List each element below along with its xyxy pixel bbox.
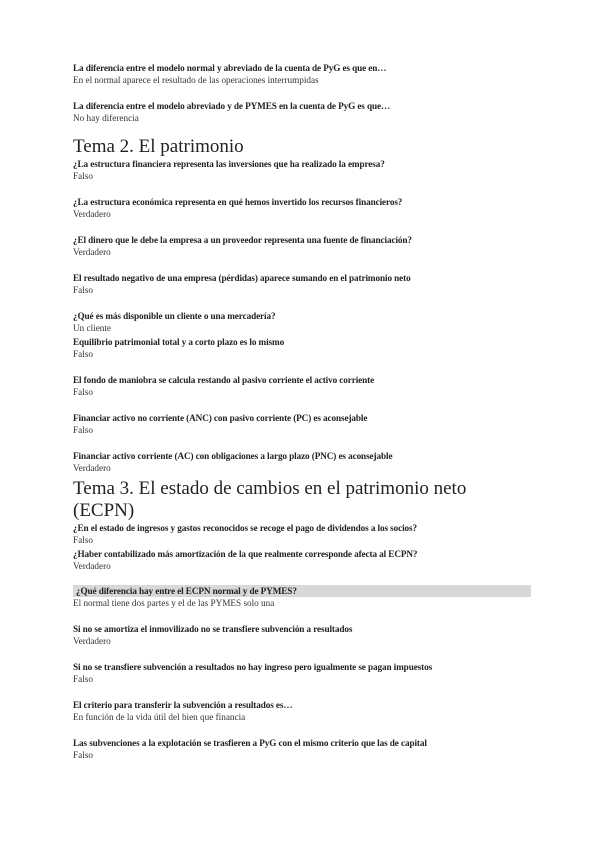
question: El criterio para transferir la subvención a resultados es… (73, 700, 293, 710)
answer: En el normal aparece el resultado de las operaciones interrumpidas (73, 75, 319, 85)
question: Equilibrio patrimonial total y a corto plazo es lo mismo (73, 337, 285, 347)
qa-item (73, 548, 543, 572)
answer: No hay diferencia (73, 113, 139, 123)
document-page (73, 62, 543, 761)
question: La diferencia entre el modelo abreviado y de PYMES en la cuenta de PyG es que… (73, 101, 391, 111)
question: Financiar activo no corriente (ANC) con pasivo corriente (PC) es aconsejable (73, 413, 368, 423)
question: Si no se amortiza el inmovilizado no se transfiere subvención a resultados (73, 624, 353, 634)
question: ¿La estructura financiera representa las inversiones que ha realizado la empresa? (73, 159, 385, 169)
qa-item (73, 374, 543, 398)
qa-item (73, 196, 543, 220)
qa-item (73, 412, 543, 436)
section-heading-tema-2: Tema 2. El patrimonio (73, 136, 244, 157)
section-heading-line-2: (ECPN) (73, 500, 135, 521)
question: ¿La estructura económica representa en qué hemos invertido los recursos financieros? (73, 197, 403, 207)
qa-item (73, 450, 543, 474)
question: Si no se transfiere subvención a resultados no hay ingreso pero igualmente se pagan impuestos (73, 662, 433, 672)
qa-item (73, 310, 543, 334)
answer: Falso (73, 171, 93, 181)
qa-item (73, 737, 543, 761)
answer: Falso (73, 674, 93, 684)
answer: Verdadero (73, 209, 111, 219)
answer: Falso (73, 750, 93, 760)
qa-item (73, 699, 543, 723)
answer: El normal tiene dos partes y el de las PYMES solo una (73, 598, 275, 608)
answer: Verdadero (73, 561, 111, 571)
answer: Falso (73, 349, 93, 359)
question: La diferencia entre el modelo normal y abreviado de la cuenta de PyG es que en… (73, 63, 387, 73)
answer: Falso (73, 535, 93, 545)
qa-item (73, 272, 543, 296)
highlighted-question: ¿Qué diferencia hay entre el ECPN normal y de PYMES? (73, 585, 531, 597)
answer: Un cliente (73, 323, 112, 333)
qa-item (73, 585, 543, 609)
question: Las subvenciones a la explotación se trasfieren a PyG con el mismo criterio que las de capital (73, 738, 427, 748)
question: ¿El dinero que le debe la empresa a un proveedor representa una fuente de financiación? (73, 235, 412, 245)
answer: Verdadero (73, 247, 111, 257)
qa-item (73, 623, 543, 647)
answer: Verdadero (73, 463, 111, 473)
section-heading-tema-3 (73, 478, 543, 522)
qa-item (73, 62, 543, 86)
qa-item (73, 661, 543, 685)
question: ¿Qué es más disponible un cliente o una mercadería? (73, 311, 276, 321)
answer: Falso (73, 387, 93, 397)
qa-item (73, 522, 543, 546)
question: ¿Haber contabilizado más amortización de la que realmente corresponde afecta al ECPN? (73, 549, 418, 559)
qa-item (73, 100, 543, 124)
question: El resultado negativo de una empresa (pérdidas) aparece sumando en el patrimonio neto (73, 273, 411, 283)
question: ¿En el estado de ingresos y gastos reconocidos se recoge el pago de dividendos a los socios? (73, 523, 418, 533)
answer: Verdadero (73, 636, 111, 646)
question: Financiar activo corriente (AC) con obligaciones a largo plazo (PNC) es aconsejable (73, 451, 393, 461)
qa-item (73, 158, 543, 182)
answer: En función de la vida útil del bien que financia (73, 712, 246, 722)
section-heading-line-1: Tema 3. El estado de cambios en el patrimonio neto (73, 478, 467, 499)
answer: Falso (73, 285, 93, 295)
answer: Falso (73, 425, 93, 435)
question: El fondo de maniobra se calcula restando al pasivo corriente el activo corriente (73, 375, 375, 385)
qa-item (73, 234, 543, 258)
qa-item (73, 336, 543, 360)
